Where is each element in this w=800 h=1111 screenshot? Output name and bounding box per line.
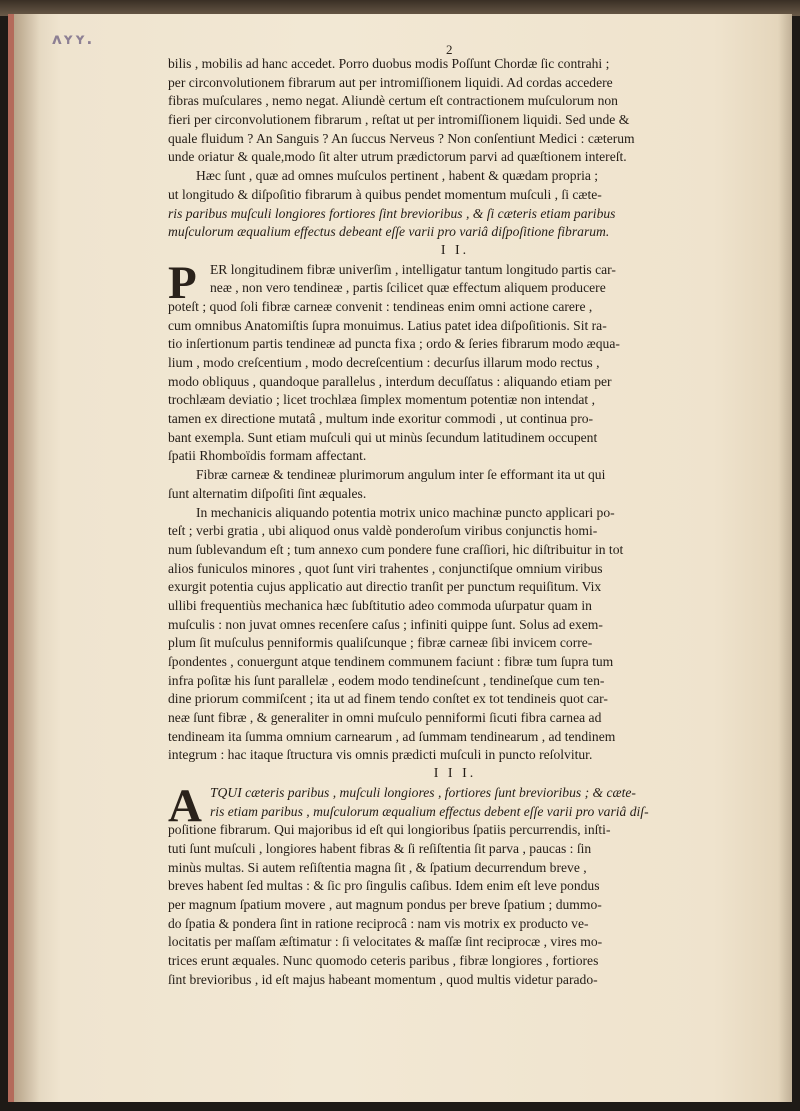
text-line: tio inſertionum partis tendineæ ad puncta fixa ; ordo & ſeries fibrarum modo æqua- (168, 336, 620, 352)
text-line: locitatis per maſſam æſtimatur : ſi velocitates & maſſæ ſint reciprocæ , vires mo- (168, 934, 603, 950)
text-line: trochlæam deviatio ; licet trochlæa ſimplex momentum potentiæ non intendat , (168, 392, 595, 408)
section-heading-iii: I I I. (433, 766, 477, 782)
text-line: exurgit potentia cujus applicatio aut directio tranſit per punctum requiſitum. Vix (168, 579, 602, 595)
drop-cap-letter: A (168, 779, 202, 832)
fibrae-paragraph (168, 466, 742, 503)
text-line: ut longitudo & diſpoſitio fibrarum à quibus pendet momentum muſculi , ſi cæte- (168, 186, 602, 202)
text-line: per magnum ſpatium movere , aut magnum pondus per breve ſpatium ; dummo- (168, 896, 602, 912)
text-line: poteſt ; quod ſoli fibræ carneæ convenit : tendineas enim omni actione carere , (168, 298, 593, 314)
page-number: 2 (446, 42, 453, 57)
text-line: trices erunt æquales. Nunc quomodo ceteris paribus , fibræ longiores , fortiores (168, 953, 599, 968)
text-line: ſpondentes , conuergunt atque tendinem communem faciunt : fibræ tum ſupra tum (168, 654, 614, 669)
page-edge-shade (778, 14, 792, 1102)
text-line: infra poſitæ his ſunt parallelæ , eodem modo tendineſcunt , tendineſque cum ten- (168, 672, 605, 688)
text-line: tuti ſunt muſculi , longiores habent fibras & ſi reſiſtentia ſit parva , paucas : ſin (168, 840, 592, 856)
main-text (168, 55, 742, 989)
text-line: tendineam ita ſumma omnium carnearum , ad ſummam tendinearum , ad tendinem (168, 728, 616, 744)
text-line: lium , modo creſcentium , modo decreſcentium : decurſus illarum modo rectus , (168, 355, 600, 370)
text-line: ris etiam paribus , muſculorum æqualium effectus debent eſſe varii pro variâ diſ- (210, 803, 649, 819)
section-iii-paragraph (168, 779, 742, 990)
section-ii-paragraph (168, 256, 742, 467)
text-line: unde oriatur & quale,modo ſit alter utrum prædictorum parvi ad quæſtionem intereſt. (168, 149, 627, 165)
text-line: muſculorum æqualium effectus debeant eſſe varii pro variâ diſpoſitione fibrarum. (168, 224, 610, 240)
mechanics-paragraph (168, 504, 742, 766)
text-line: ullibi frequentiùs mechanica hæc ſubſtitutio adeo commoda uſurpatur quam in (168, 597, 592, 613)
text-line: fieri per circonvolutionem fibrarum , reſtat ut per intromiſſionem liquidi. Sed unde & (168, 112, 630, 128)
text-line: minùs multas. Si autem reſiſtentia magna ſit , & ſpatium decurrendum breve , (168, 859, 587, 875)
text-line: ſpatii Rhomboïdis formam affectant. (168, 448, 367, 464)
text-line: neæ ſunt fibræ , & generaliter in omni muſculo penniformi ſicuti fibra carnea ad (168, 710, 602, 726)
text-line: quale fluidum ? An Sanguis ? An ſuccus Nerveus ? Non conſentiunt Medici : cæterum (168, 130, 635, 146)
text-line: do ſpatia & pondera ſint in ratione reciprocâ : nam vis motrix ex producto ve- (168, 915, 589, 931)
text-line: ſunt alternatim diſpoſiti ſint æquales. (168, 485, 367, 501)
text-line: integrum : hac itaque ſtructura vis omnis prædicti muſculi in puncto reſolvitur. (168, 747, 593, 763)
text-line: alios funiculos minores , quot ſunt viri trahentes , conjunctiſque omnium viribus (168, 560, 603, 576)
text-line: fibras muſculares , nemo negat. Aliundè certum eſt contractionem muſculorum non (168, 93, 618, 109)
text-line: cum omnibus Anatomiſtis ſupra monuimus. Latius patet idea diſpoſitionis. Sit ra- (168, 317, 607, 333)
text-line: bilis , mobilis ad hanc accedet. Porro duobus modis Poſſunt Chordæ ſic contrahi ; (168, 56, 610, 71)
text-line: muſculis : non juvat omnes recenſere caſus ; infiniti quippe ſunt. Solus ad exem- (168, 616, 603, 632)
text-line: neæ , non vero tendineæ , partis ſcilicet quæ effectum aliquem producere (210, 280, 606, 296)
text-line: ſint brevioribus , id eſt majus habeant momentum , quod multis videtur parado- (168, 971, 598, 987)
text-line: tamen ex directione mutatâ , multum inde exoritur commodi , ut continua pro- (168, 411, 594, 427)
text-line: TQUI cæteris paribus , muſculi longiores , fortiores ſunt brevioribus ; & cæte- (210, 784, 636, 800)
pencil-annotation: ʌʏʏ. (52, 30, 94, 48)
text-line: bant exempla. Sunt etiam muſculi qui ut minùs ſecundum latitudinem occupent (168, 429, 598, 445)
text-line: breves habent ſed multas : & ſic pro ſingulis caſibus. Idem enim eſt leve pondus (168, 878, 600, 894)
text-line: poſitione fibrarum. Qui majoribus id eſt qui longioribus ſpatiis percurrendis, inſti- (168, 822, 611, 838)
text-line: Hæc ſunt , quæ ad omnes muſculos pertinent , habent & quædam propria ; (196, 168, 599, 184)
binding-shadow (14, 14, 40, 1102)
text-line: ris paribus muſculi longiores fortiores ſint brevioribus , & ſi cæteris etiam paribus (168, 205, 616, 221)
text-line: teſt ; verbi gratia , ubi aliquod onus valdè ponderoſum viribus conjunctis homi- (168, 523, 598, 539)
text-line: dine priorum commiſcent ; ita ut ad finem tendo conſtet ex tot tendineis quot car- (168, 691, 608, 707)
text-line: num ſublevandum eſt ; tum annexo cum pondere fune craſſiori, hic diſtribuitur in tot (168, 541, 624, 557)
text-line: per circonvolutionem fibrarum aut per intromiſſionem liquidi. Ad cordas accedere (168, 74, 613, 90)
drop-cap-letter: P (168, 256, 197, 309)
text-line: In mechanicis aliquando potentia motrix unico machinæ puncto applicari po- (196, 504, 615, 520)
summary-paragraph (168, 167, 742, 242)
section-heading-ii: I I. (440, 242, 470, 258)
text-line: plum ſit muſculus penniformis qualiſcunque ; fibræ carneæ ſibi invicem corre- (168, 635, 593, 651)
text-line: ER longitudinem fibræ univerſim , intelligatur tantum longitudo partis car- (210, 261, 616, 277)
intro-paragraph (168, 55, 742, 167)
text-line: modo obliquus , quandoque parallelus , interdum decuſſatus : aliquando etiam per (168, 373, 612, 389)
text-line: Fibræ carneæ & tendineæ plurimorum angulum inter ſe efformant ita ut qui (196, 467, 606, 483)
